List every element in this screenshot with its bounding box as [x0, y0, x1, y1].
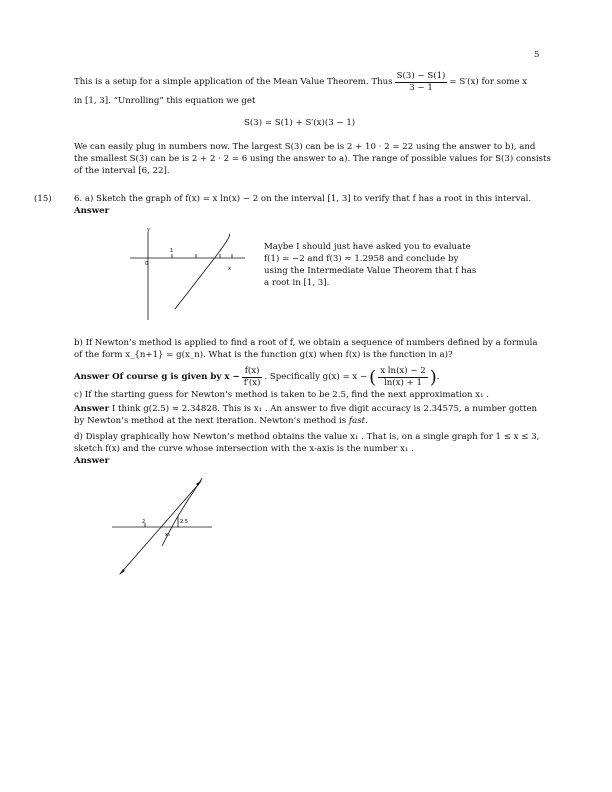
- range-paragraph-line-1: We can easily plug in numbers now. The largest S(3) can be is 2 + 10 · 2 = 22 using the answer to b), and: [74, 142, 536, 152]
- y-axis-label: y: [147, 227, 150, 233]
- question-6b-line-1: b) If Newton’s method is applied to find a root of f, we obtain a sequence of numbers defined by a formula: [74, 338, 538, 348]
- side-note-line-1: Maybe I should just have asked you to evaluate: [264, 242, 471, 252]
- question-6d-line-2: sketch f(x) and the curve whose intersection with the x-axis is the number x₁ .: [74, 444, 414, 454]
- side-note-line-4: a root in [1, 3].: [264, 278, 330, 288]
- question-6a-text: 6. a) Sketch the graph of f(x) = x ln(x) − 2 on the interval [1, 3] to verify that f has a root in this interval.: [74, 194, 532, 204]
- answer-c-line-2: by Newton’s method at the next iteration. Newton’s method is fast.: [74, 416, 368, 426]
- answer-b-text: Answer Of course g is given by x −: [74, 371, 240, 382]
- mvt-intro-line: [74, 70, 527, 94]
- label-2-5: 2.5: [180, 519, 188, 525]
- side-note-line-3: using the Intermediate Value Theorem that f has: [264, 266, 477, 276]
- left-paren: (: [369, 366, 377, 388]
- answer-label-a: Answer: [74, 206, 110, 216]
- x-axis-label: x: [228, 266, 231, 272]
- question-points: (15): [34, 194, 52, 204]
- right-paren: ): [429, 366, 437, 388]
- graph-f-sketch: [125, 222, 250, 322]
- page-number: 5: [534, 50, 540, 60]
- mvt-intro-text: This is a setup for a simple application of the Mean Value Theorem. Thus: [74, 76, 393, 87]
- answer-c-emphasis: fast: [348, 416, 366, 426]
- answer-c-label: Answer: [74, 404, 110, 414]
- range-paragraph-line-2: the smallest S(3) can be is 2 + 2 · 2 = 6 using the answer to a). The range of possible values for S(3) consists: [74, 154, 551, 164]
- question-6c-line-1: c) If the starting guess for Newton’s method is taken to be 2.5, find the next approximation x₁ .: [74, 390, 490, 400]
- answer-b-fraction-1: [242, 366, 263, 389]
- side-note-line-2: f(1) = −2 and f(3) ≈ 1.2958 and conclude by: [264, 254, 459, 264]
- answer-label-d: Answer: [74, 456, 110, 466]
- question-6b-line-2: of the form x_{n+1} = g(x_n). What is the function g(x) when f(x) is the function in a)?: [74, 350, 453, 360]
- arrow-head-top: [196, 480, 202, 486]
- answer-c-line: [74, 404, 537, 415]
- mvt-fraction-numerator: S(3) − S(1): [396, 70, 446, 81]
- answer-b-line: Answer Of course g is given by x − $\frac{f(x)}{f'(x)}$ . Specifically g(x) = x − ( $\frac{\text{x ln(x) − 2}}{\ln(x) + 1}$ ) .: [74, 365, 440, 388]
- question-6d-line-1: d) Display graphically how Newton’s method obtains the value x₁ . That is, on a single graph for 1 ≤ x ≤ 3,: [74, 432, 540, 442]
- graph-newton-tangent: [108, 478, 218, 578]
- range-paragraph-line-3: of the interval [6, 22].: [74, 166, 170, 176]
- answer-b-fraction-1-denominator: f′(x): [243, 377, 261, 388]
- label-x1: x₁: [165, 532, 170, 538]
- answer-b-fraction-2-denominator: ln(x) + 1: [383, 377, 422, 388]
- mvt-fraction: [395, 71, 448, 94]
- answer-c-text: I think g(2.5) ≈ 2.34828. This is x₁ . An answer to five digit accuracy is 2.34575, a number gotten: [111, 404, 538, 414]
- answer-b-fraction-1-numerator: f(x): [242, 366, 263, 378]
- function-curve: [175, 234, 230, 309]
- mvt-fraction-denominator: 3 − 1: [409, 82, 433, 93]
- answer-b-fraction-2: [378, 366, 428, 389]
- label-2: 2: [142, 519, 146, 525]
- tangent-line: [120, 486, 197, 574]
- answer-b-fraction-2-numerator: x ln(x) − 2: [380, 365, 426, 376]
- answer-c-line-2-text: by Newton’s method at the next iteration. Newton’s method is: [74, 416, 347, 426]
- mvt-unrolling-line: in [1, 3]. “Unrolling” this equation we get: [74, 96, 256, 106]
- answer-b-specifically: . Specifically g(x) = x −: [264, 371, 368, 382]
- tick-label-1: 1: [170, 248, 174, 254]
- mvt-intro-tail: = S′(x) for some x: [449, 76, 528, 87]
- origin-label: 0: [145, 261, 149, 267]
- display-equation: S(3) = S(1) + S′(x)(3 − 1): [244, 118, 356, 128]
